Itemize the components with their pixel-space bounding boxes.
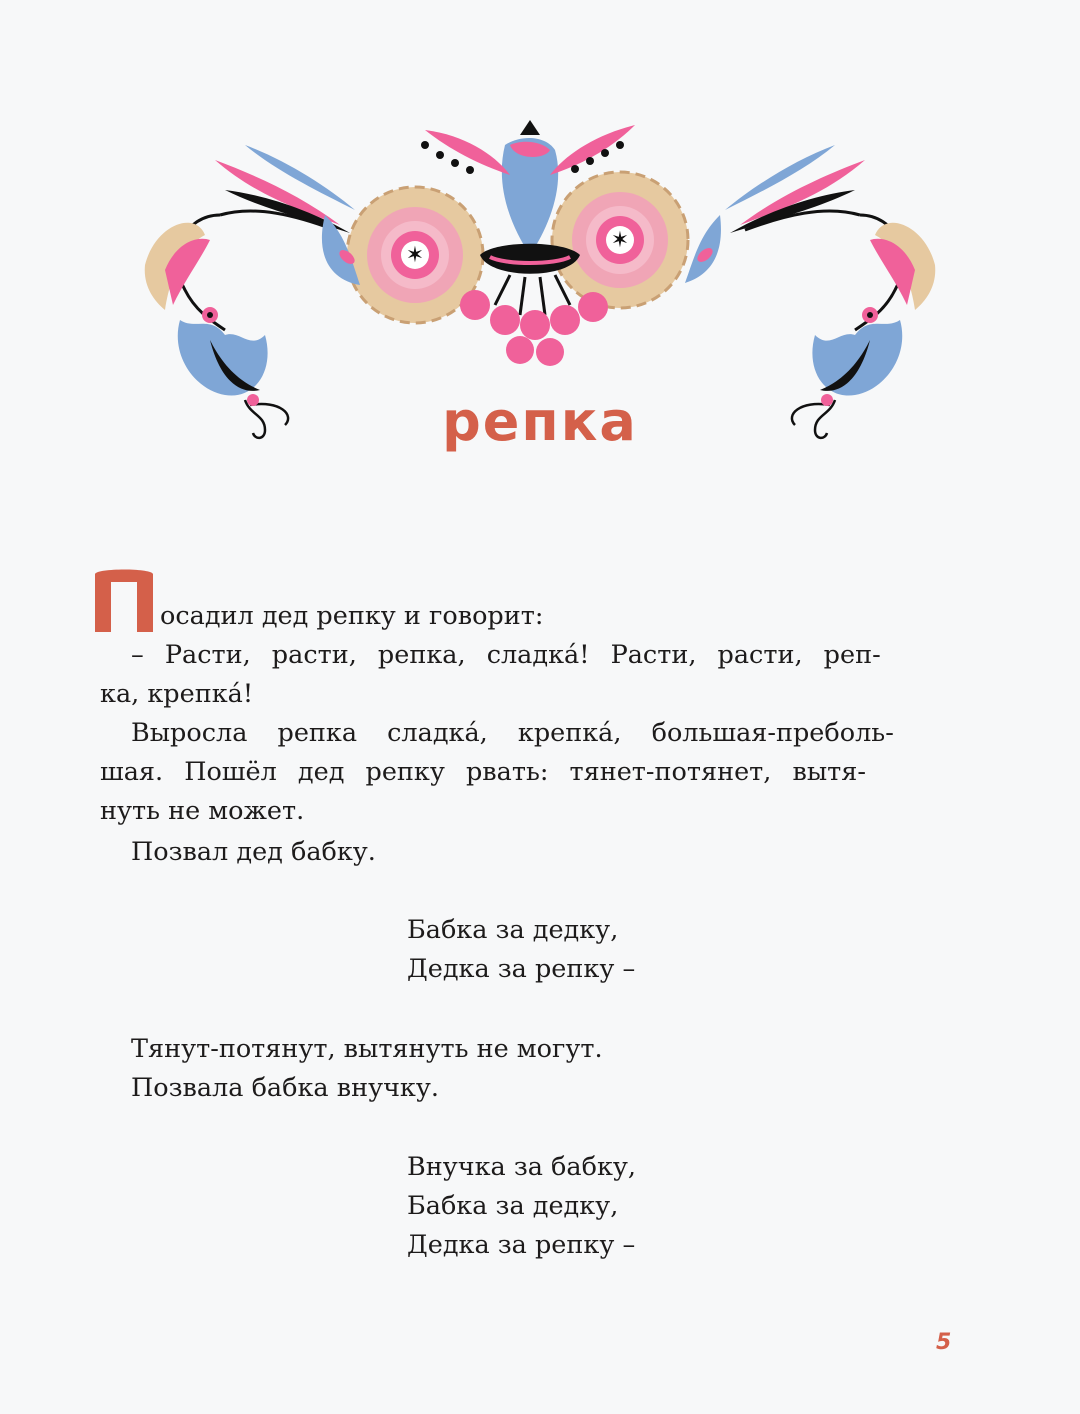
svg-text:✶: ✶ xyxy=(610,228,630,253)
dropcap-letter xyxy=(93,566,155,632)
text-line-3: ка, крепка́! xyxy=(100,679,254,709)
verse-line-5: Дедка за репку – xyxy=(407,1230,636,1260)
text-line-8: Тянут-потянут, вытянуть не могут. xyxy=(131,1034,603,1064)
story-title: репка xyxy=(442,390,638,453)
page-number: 5 xyxy=(936,1330,952,1355)
verse-line-1: Бабка за дедку, xyxy=(407,915,619,945)
text-line-2-content: – Расти, расти, репка, сладка́! Расти, расти, реп- xyxy=(131,640,881,670)
text-line-7: Позвал дед бабку. xyxy=(131,837,376,867)
verse-line-2: Дедка за репку – xyxy=(407,954,636,984)
svg-text:✶: ✶ xyxy=(405,243,425,268)
verse-line-4: Бабка за дедку, xyxy=(407,1191,619,1221)
text-line-4: Выросла репка сладка́, крепка́, большая-преболь- xyxy=(131,718,894,748)
text-line-6: нуть не может. xyxy=(100,796,305,826)
text-line-2 xyxy=(131,636,952,675)
text-line-1: осадил дед репку и говорит: xyxy=(160,601,544,631)
text-line-9: Позвала бабка внучку. xyxy=(131,1073,439,1103)
verse-line-3: Внучка за бабку, xyxy=(407,1152,637,1182)
text-line-5: шая. Пошёл дед репку рвать: тянет-потянет, вытя- xyxy=(100,757,866,787)
